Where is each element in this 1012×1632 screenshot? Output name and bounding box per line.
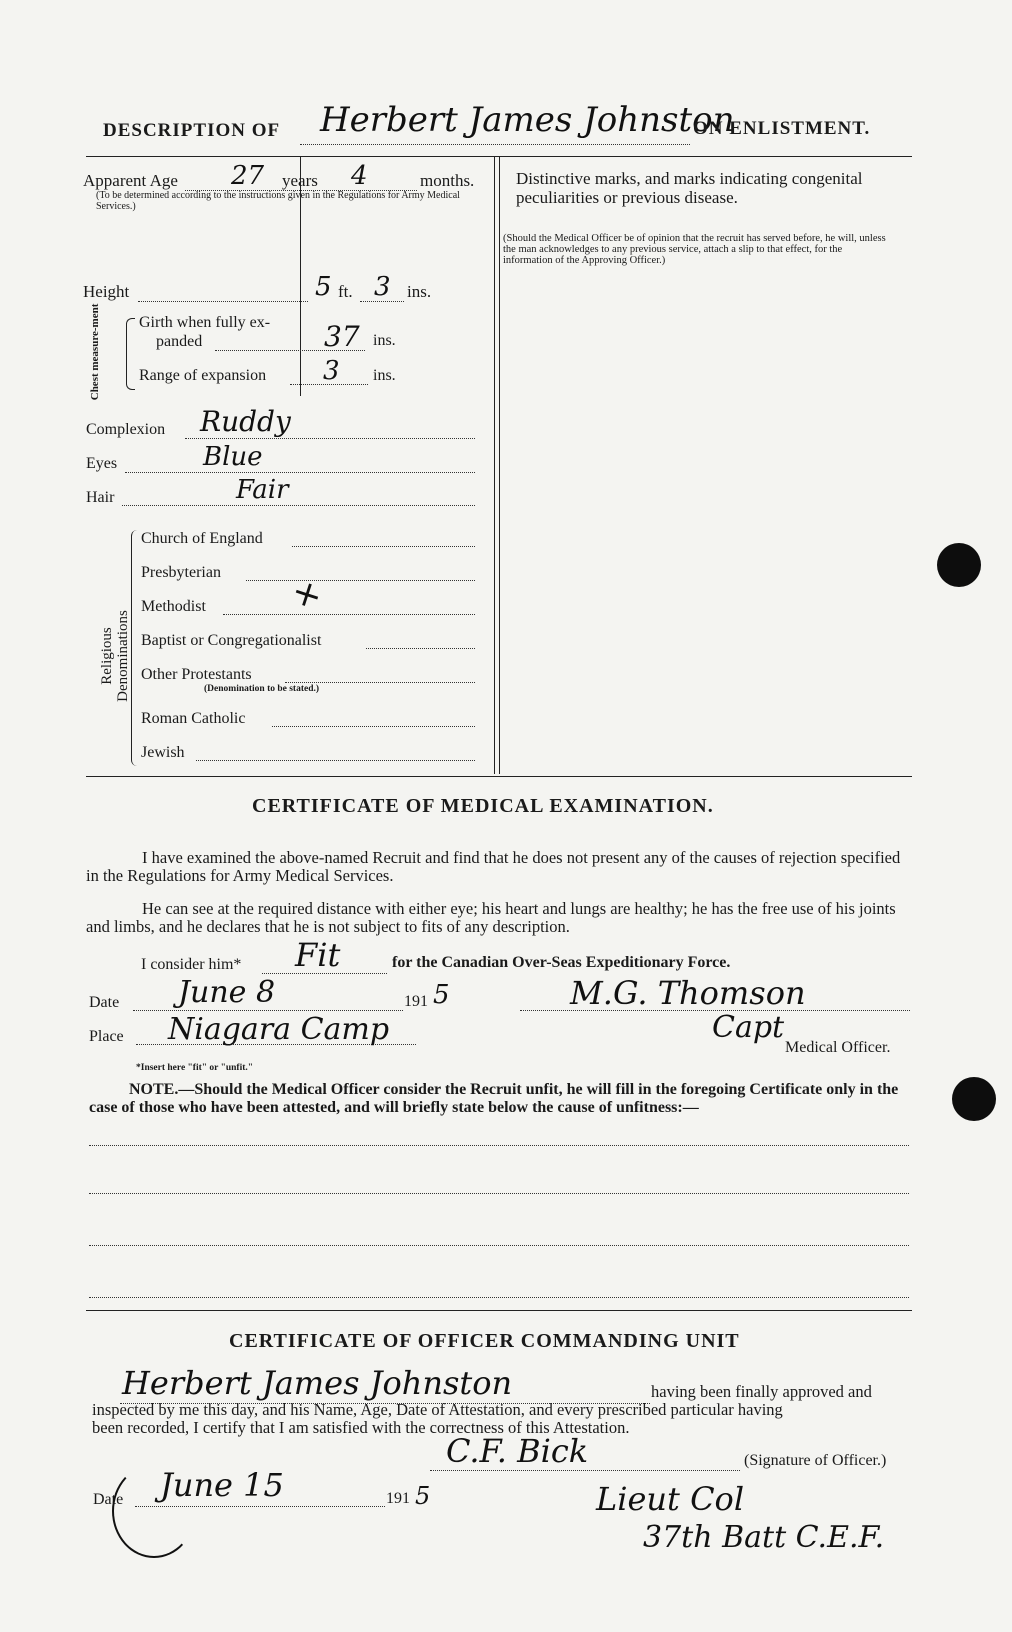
marks-column-divider-2 — [499, 156, 500, 774]
range-unit: ins. — [373, 367, 396, 384]
medical-date-value: June 8 — [178, 975, 276, 1010]
unfitness-line-4 — [89, 1297, 909, 1298]
religion-line-3 — [366, 648, 475, 649]
complexion-label: Complexion — [86, 421, 166, 438]
medical-place-label: Place — [89, 1028, 124, 1045]
commanding-signature-line — [430, 1470, 740, 1471]
range-value: 3 — [323, 356, 340, 386]
commanding-date-label: Date — [93, 1491, 124, 1508]
header-title-left: DESCRIPTION OF — [103, 120, 281, 141]
other-protestants-note: (Denomination to be stated.) — [204, 684, 320, 694]
hair-label: Hair — [86, 489, 115, 506]
religion-line-5 — [272, 726, 475, 727]
hair-value: Fair — [236, 475, 289, 505]
medical-bottom-rule — [86, 1310, 912, 1311]
commanding-date-flourish — [112, 1464, 196, 1558]
years-label: years — [282, 171, 318, 190]
height-line — [138, 301, 308, 302]
girth-label-1: Girth when fully ex- — [139, 314, 271, 331]
medical-year-suffix: 5 — [433, 980, 450, 1010]
girth-unit: ins. — [373, 332, 396, 349]
religion-line-4 — [285, 682, 475, 683]
religion-roman-catholic: Roman Catholic — [141, 710, 246, 727]
ins-label: ins. — [407, 282, 432, 301]
commanding-rank-line-2: 37th Batt C.E.F. — [643, 1520, 885, 1555]
commanding-line-2: inspected by me this day, and his Name, Age, Date of Attestation, and every prescribed particular having — [92, 1400, 783, 1419]
apparent-age-label: Apparent Age — [83, 171, 178, 190]
consider-value: Fit — [295, 936, 341, 974]
commanding-signature-label: (Signature of Officer.) — [744, 1452, 887, 1469]
religion-line-6 — [196, 760, 475, 761]
medical-officer-signature: M.G. Thomson — [570, 974, 806, 1012]
medical-para-1: I have examined the above-named Recruit and find that he does not present any of the causes of rejection specified in the Regulations for Army Medical Services. — [86, 848, 901, 885]
religion-side-label — [99, 581, 131, 731]
description-bottom-rule — [86, 776, 912, 777]
medical-date-line — [133, 1010, 403, 1011]
marks-column-divider-1 — [494, 156, 495, 774]
range-label: Range of expansion — [139, 367, 267, 384]
ft-label: ft. — [338, 282, 353, 301]
medical-place-value: Niagara Camp — [168, 1012, 390, 1047]
girth-label-2: panded — [156, 333, 203, 350]
consider-suffix: for the Canadian Over-Seas Expeditionary Force. — [392, 954, 731, 971]
unfitness-line-1 — [89, 1145, 909, 1146]
chest-bracket — [126, 318, 135, 390]
religion-methodist: Methodist — [141, 598, 206, 615]
age-note: (To be determined according to the instructions given in the Regulations for Army Medical Services.) — [96, 190, 460, 212]
marks-heading: Distinctive marks, and marks indicating congenital peculiarities or previous disease. — [516, 169, 863, 207]
height-ft-value: 5 — [315, 272, 332, 302]
religion-bracket — [131, 530, 140, 766]
girth-value: 37 — [324, 320, 360, 353]
unfitness-line-3 — [89, 1245, 909, 1246]
religion-church-of-england: Church of England — [141, 530, 263, 547]
religion-side-label-2: Denominations — [115, 610, 131, 702]
commanding-heading: CERTIFICATE OF OFFICER COMMANDING UNIT — [229, 1330, 740, 1352]
commanding-line-3: been recorded, I certify that I am satisfied with the correctness of this Attestation. — [92, 1418, 630, 1437]
recruit-name-handwritten: Herbert James Johnston — [320, 100, 735, 140]
height-in-value: 3 — [374, 272, 391, 302]
medical-officer-rank: Capt — [712, 1010, 785, 1045]
unfitness-line-2 — [89, 1193, 909, 1194]
religion-line-0 — [292, 546, 475, 547]
age-months-value: 4 — [351, 161, 368, 191]
medical-note: NOTE.—Should the Medical Officer consider the Recruit unfit, he will fill in the foregoing Certificate only in the case of those who have been attested, and will briefly state below the cause of unfitness:— — [89, 1081, 899, 1116]
eyes-value: Blue — [203, 442, 263, 472]
commanding-year-prefix: 191 — [386, 1490, 410, 1507]
religion-methodist-mark: + — [286, 570, 328, 619]
commanding-date-value: June 15 — [160, 1466, 284, 1504]
eyes-line — [125, 472, 475, 473]
height-label: Height — [83, 282, 130, 301]
religion-side-label-1: Religious — [99, 627, 115, 685]
complexion-value: Ruddy — [200, 405, 291, 438]
medical-year-prefix: 191 — [404, 993, 428, 1010]
header-name-line — [300, 144, 690, 145]
religion-line-1 — [246, 580, 475, 581]
punch-hole-bottom — [952, 1077, 996, 1121]
commanding-signature: C.F. Bick — [446, 1432, 589, 1470]
header-title-right: ON ENLISTMENT. — [693, 118, 871, 139]
medical-heading: CERTIFICATE OF MEDICAL EXAMINATION. — [252, 795, 714, 817]
religion-baptist: Baptist or Congregationalist — [141, 632, 322, 649]
eyes-label: Eyes — [86, 455, 118, 472]
religion-jewish: Jewish — [141, 744, 185, 761]
months-label: months. — [420, 171, 475, 190]
medical-footnote: *Insert here "fit" or "unfit." — [136, 1063, 254, 1073]
punch-hole-top — [937, 543, 981, 587]
consider-label: I consider him* — [141, 956, 242, 973]
age-years-value: 27 — [231, 161, 265, 191]
commanding-line-1-suffix: having been finally approved and — [651, 1382, 872, 1401]
complexion-line — [185, 438, 475, 439]
marks-note: (Should the Medical Officer be of opinion that the recruit has served before, he will, unless the man acknowledges to any previous service, attach a slip to that effect, for the information of the Approving Officer.) — [503, 233, 886, 266]
religion-line-2 — [223, 614, 475, 615]
commanding-rank-line-1: Lieut Col — [596, 1480, 745, 1518]
height-in-line — [360, 301, 404, 302]
medical-date-label: Date — [89, 994, 120, 1011]
religion-presbyterian: Presbyterian — [141, 564, 221, 581]
medical-officer-label: Medical Officer. — [785, 1039, 891, 1056]
chest-side-label: Chest measure-ment — [88, 303, 101, 401]
commanding-year-suffix: 5 — [415, 1482, 431, 1510]
medical-para-2: He can see at the required distance with either eye; his heart and lungs are healthy; he has the free use of his joints and limbs, and he declares that he is not subject to fits of any description. — [86, 899, 896, 936]
hair-line — [122, 505, 475, 506]
commanding-recruit-name: Herbert James Johnston — [122, 1364, 513, 1402]
religion-other-protestants: Other Protestants — [141, 666, 252, 683]
